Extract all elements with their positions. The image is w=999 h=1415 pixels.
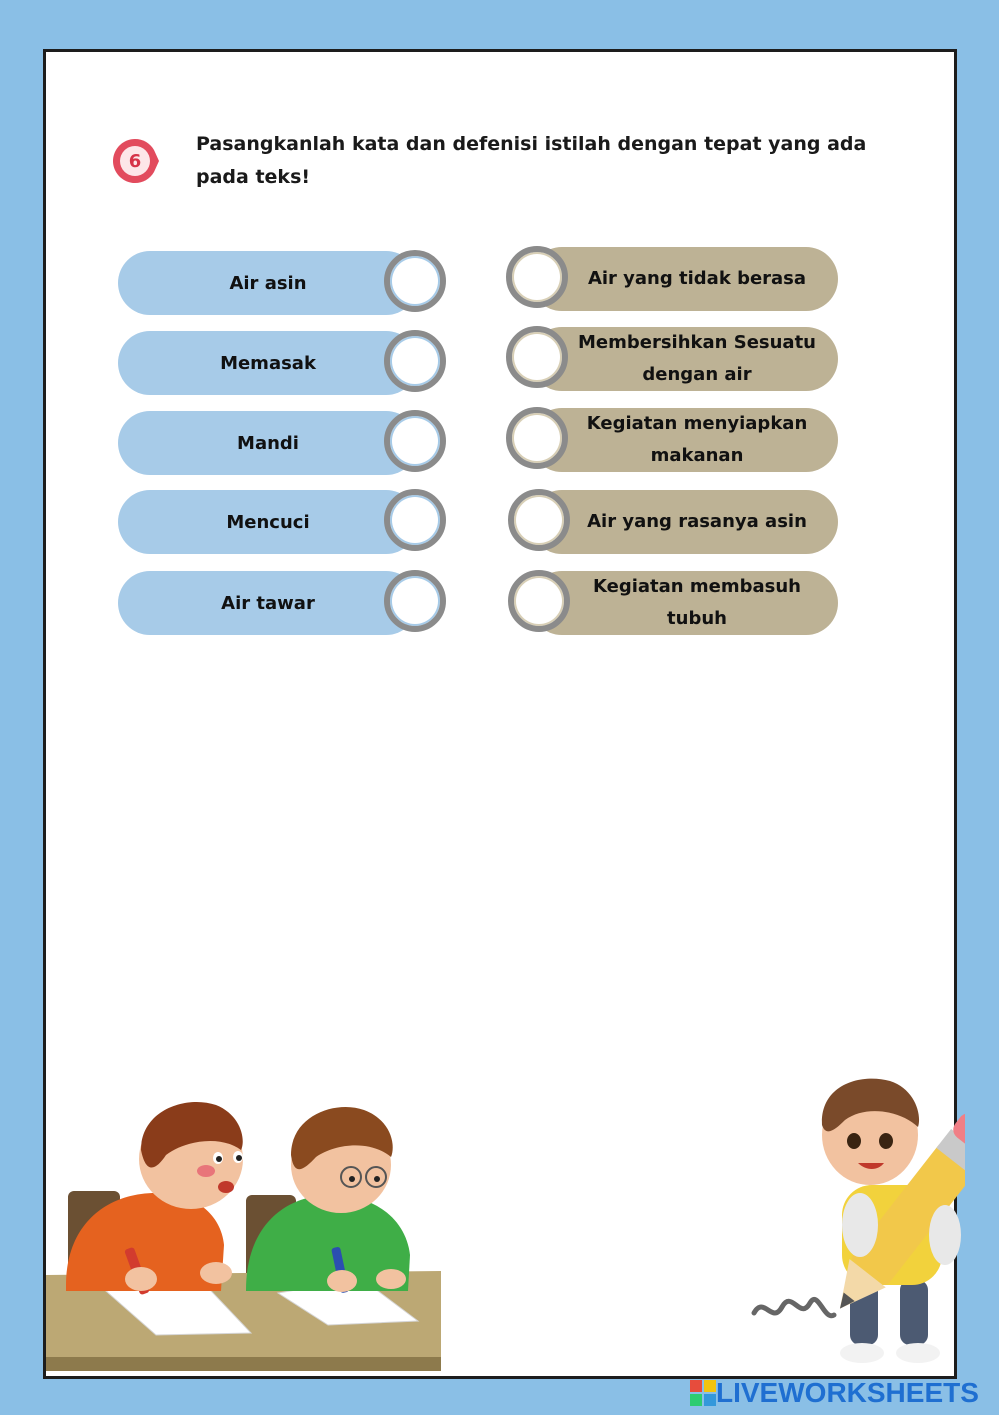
term-label: Mandi [237, 432, 299, 454]
question-number-badge [109, 135, 161, 187]
term-pill [118, 490, 418, 554]
question-number: 6 [128, 150, 142, 172]
term-pill [118, 331, 418, 395]
definition-pill [530, 490, 838, 554]
term-match-dot[interactable] [384, 570, 446, 632]
term-label: Memasak [220, 352, 316, 374]
term-label: Air asin [229, 272, 307, 294]
term-match-dot[interactable] [384, 410, 446, 472]
term-label: Air tawar [221, 592, 315, 614]
definition-match-dot[interactable] [506, 246, 568, 308]
liveworksheets-logo-icon [690, 1380, 716, 1406]
definition-match-dot[interactable] [508, 489, 570, 551]
term-match-dot[interactable] [384, 250, 446, 312]
term-label: Mencuci [226, 511, 310, 533]
definition-pill [530, 408, 838, 472]
term-pill [118, 411, 418, 475]
term-match-dot[interactable] [384, 330, 446, 392]
definition-label: Air yang rasanya asin [587, 511, 807, 532]
question-instruction: Pasangkanlah kata dan defenisi istilah dengan tepat yang ada pada teks! [196, 133, 867, 188]
term-pill [118, 571, 418, 635]
definition-label: Kegiatan membasuh tubuh [593, 576, 801, 629]
definition-label: Air yang tidak berasa [587, 268, 807, 289]
definition-pill [530, 327, 838, 391]
children-writing-illustration [46, 1095, 446, 1379]
definition-label: Kegiatan menyiapkan makanan [586, 413, 808, 466]
definition-label: Membersihkan Sesuatu dengan air [577, 332, 816, 385]
term-match-dot[interactable] [384, 489, 446, 551]
watermark-text: LIVEWORKSHEETS [716, 1377, 979, 1408]
definition-match-dot[interactable] [506, 326, 568, 388]
term-pill [118, 251, 418, 315]
definition-pill [530, 571, 838, 635]
definition-match-dot[interactable] [508, 570, 570, 632]
definition-match-dot[interactable] [506, 407, 568, 469]
definition-pill [530, 247, 838, 311]
liveworksheets-watermark [690, 1378, 979, 1408]
boy-with-pencil-illustration [750, 1075, 965, 1375]
